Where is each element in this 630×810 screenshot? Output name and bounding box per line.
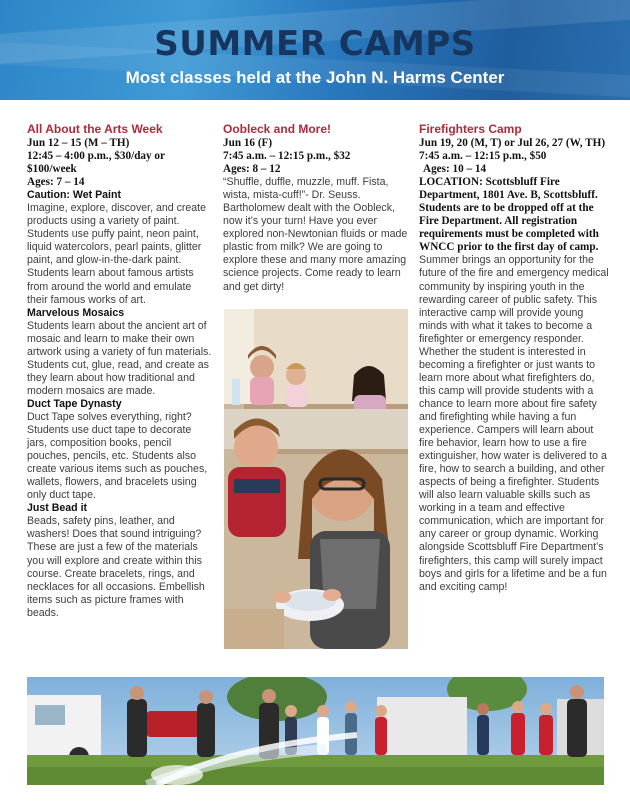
arts-week-dates: Jun 12 – 15 (M – TH) bbox=[27, 137, 130, 149]
firefighters-photo bbox=[27, 677, 604, 785]
bead-heading: Just Bead it bbox=[27, 502, 88, 515]
arts-week-time-price: 12:45 – 4:00 p.m., $30/day or $100/week bbox=[27, 150, 165, 176]
bead-description: Beads, safety pins, leather, and washers! Does that sound intriguing? These are just a few of the materials you will explore and create within this course. Create bracelets, rings, and necklaces for all occasions. Embellish items such as picture frames with beads. bbox=[27, 515, 205, 619]
arts-week-title: All About the Arts Week bbox=[27, 122, 163, 136]
oobleck-description: “Shuffle, duffle, muzzle, muff. Fista, wista, mista-cuff!”- Dr. Seuss. Bartholomew dealt with the Oobleck, now it’s your turn! Have you ever explored non-Newtonian fluids or made plastic from milk? We are going to explore these and many more amazing science projects. Come ready to learn and get dirty! bbox=[223, 176, 408, 293]
firefighters-description: Summer brings an opportunity for the future of the fire and emergency medical community by inspiring youth in the rewarding career of public safety. This interactive camp will provide young minds with what it takes to become a firefighter or emergency responder. Whether the student is interested in becoming a firefighter or just wants to learn more about what firefighters do, this camp will provide students with a chance to learn more about fire safety and firefighting while having a fun experience. Campers will learn about fire behavior, learn how to use a fire extinguisher, how water is delivered to a fire, how to search a building, and other aspects of being a firefighter. Students will also learn valuable skills such as working in a team and effective communication, which are important for any career or group dynamic. Working alongside Scottsbluff Fire Department’s firefighters, this camp will surely impact boys and girls for a lifetime and be a fun and exciting camp! bbox=[419, 254, 609, 593]
oobleck-time-price: 7:45 a.m. – 12:15 p.m., $32 bbox=[223, 150, 351, 163]
firefighters-location: LOCATION: Scottsbluff Fire Department, 1801 Ave. B, Scottsbluff. Students are to be dropped off at the Fire Department. All registration requirements must be completed with WNCC prior to the first day of camp. bbox=[419, 176, 599, 254]
page-subtitle: Most classes held at the John N. Harms Center bbox=[125, 68, 505, 87]
mosaics-description: Students learn about the ancient art of mosaic and learn to make their own artwork using a variety of fun materials. Students cut, glue, read, and create as they learn about how traditional and modern mosaics are made. bbox=[27, 319, 212, 397]
wet-paint-heading: Caution: Wet Paint bbox=[27, 189, 121, 202]
firefighters-time-price: 7:45 a.m. – 12:15 p.m., $50 bbox=[419, 150, 547, 163]
firefighters-title: Firefighters Camp bbox=[419, 122, 522, 136]
students-science-illustration bbox=[224, 309, 408, 649]
oobleck-dates: Jun 16 (F) bbox=[223, 137, 273, 149]
oobleck-ages: Ages: 8 – 12 bbox=[223, 163, 281, 176]
page-title: SUMMER CAMPS bbox=[154, 24, 476, 64]
duct-tape-description: Duct Tape solves everything, right? Students use duct tape to decorate jars, composition books, pencil pouches, pencils, etc. Students also create various items such as pouches, wallets, flowers, and bracelets using only duct tape. bbox=[27, 410, 208, 502]
firefighters-ages: Ages: 10 – 14 bbox=[423, 163, 487, 176]
students-science-photo bbox=[224, 309, 408, 649]
arts-week-ages: Ages: 7 – 14 bbox=[27, 176, 85, 189]
mosaics-heading: Marvelous Mosaics bbox=[27, 306, 125, 319]
oobleck-title: Oobleck and More! bbox=[223, 122, 332, 136]
wet-paint-description: Imagine, explore, discover, and create products using a variety of paint. Students use puffy paint, neon paint, liquid watercolors, pearl paints, glitter paint, and glow-in-the-dark paint. Students learn about famous artists from around the world and emulate their famous works of art. bbox=[27, 202, 207, 306]
firefighters-dates: Jun 19, 20 (M, T) or Jul 26, 27 (W, TH) bbox=[419, 137, 606, 149]
firefighters-illustration bbox=[27, 677, 604, 785]
duct-tape-heading: Duct Tape Dynasty bbox=[27, 397, 122, 410]
firefighters-column bbox=[419, 122, 609, 594]
header-banner bbox=[0, 0, 630, 100]
arts-week-column bbox=[27, 122, 213, 620]
oobleck-column bbox=[223, 122, 409, 294]
